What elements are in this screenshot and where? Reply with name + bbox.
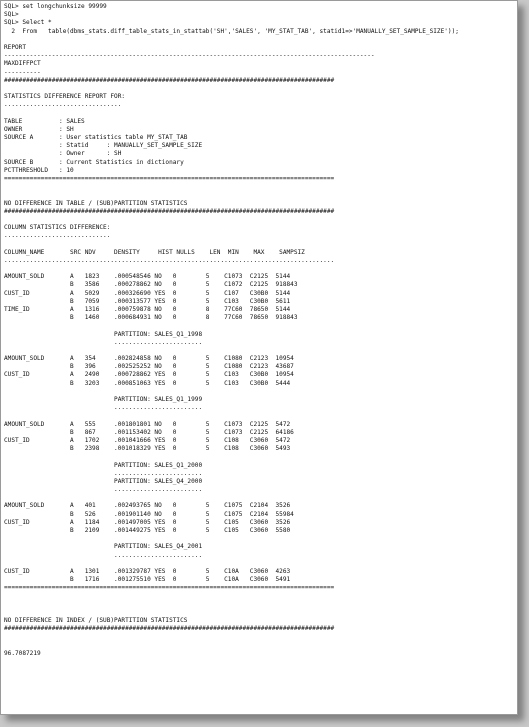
console-line: B 2398 .001018329 YES 0 5 C108 C3060 5493 <box>4 445 291 453</box>
console-line: PARTITION: SALES_Q4_2001 <box>4 543 203 551</box>
console-line: : Statid : MANUALLY_SET_SAMPLE_SIZE <box>4 142 203 150</box>
console-line: REPORT <box>4 43 27 51</box>
console-line <box>4 494 459 502</box>
console-line: B 1716 .001275510 YES 0 5 C10A C3060 5491 <box>4 576 291 584</box>
console-line: TIME_ID A 1316 .000759878 NO 0 8 77C60 78650 5144 <box>4 305 291 313</box>
console-line <box>4 36 459 44</box>
console-line <box>4 633 459 641</box>
console-line <box>4 593 459 601</box>
console-line <box>4 240 459 248</box>
console-line <box>4 535 459 543</box>
console-line: B 2109 .001449275 YES 0 5 C105 C3060 5580 <box>4 527 291 534</box>
console-line: 96.7087219 <box>4 649 41 657</box>
console-line <box>4 109 459 117</box>
console-line: B 396 .002525252 NO 0 5 C1080 C2123 43687 <box>4 363 294 371</box>
console-line <box>4 642 459 650</box>
console-line: MAXDIFFPCT <box>4 60 41 68</box>
console-line: B 3586 .000278862 NO 0 5 C1072 C2125 918843 <box>4 281 298 289</box>
console-line: SQL> Select * <box>4 19 52 27</box>
console-line: CUST_ID A 5029 .000326690 YES 0 5 C107 C30B0 5144 <box>4 289 291 297</box>
console-line: AMOUNT_SOLD A 354 .002824858 NO 0 5 C1080 C2123 10954 <box>4 355 294 363</box>
console-line: PARTITION: SALES_Q1_1999 <box>4 396 203 403</box>
console-line: NO DIFFERENCE IN INDEX / (SUB)PARTITION STATISTICS <box>4 617 188 625</box>
console-line: CUST_ID A 1301 .001329787 YES 0 5 C10A C3060 4263 <box>4 567 291 575</box>
console-line: SOURCE A : User statistics table MY_STAT_TAB <box>4 134 188 141</box>
console-line: B 867 .001153402 NO 0 5 C1073 C2125 64186 <box>4 428 294 436</box>
console-line <box>4 388 459 396</box>
console-line: AMOUNT_SOLD A 1823 .000548546 NO 0 5 C1073 C2125 5144 <box>4 273 291 281</box>
console-line: ---------- <box>4 68 41 76</box>
console-line: SQL> <box>4 11 19 19</box>
console-line: ----------------------------------------------------------------------------------------------------- <box>4 52 375 60</box>
console-line: CUST_ID A 1702 .001041666 YES 0 5 C108 C3060 5472 <box>4 436 291 444</box>
console-line: ........................ <box>4 551 203 559</box>
console-line: SOURCE B : Current Statistics in dictionary <box>4 158 184 166</box>
console-line: OWNER : SH <box>4 125 74 133</box>
console-line: ########################################################################################## <box>4 207 335 215</box>
console-line: STATISTICS DIFFERENCE REPORT FOR: <box>4 93 126 101</box>
console-output[interactable] <box>4 3 459 658</box>
console-line: B 7059 .000313577 YES 0 5 C103 C30B0 5611 <box>4 297 291 305</box>
console-line <box>4 85 459 93</box>
console-line: PARTITION: SALES_Q1_1998 <box>4 330 203 338</box>
console-line: AMOUNT_SOLD A 401 .002493765 NO 0 5 C1075 C2104 3526 <box>4 502 291 510</box>
console-line: 2 From table(dbms_stats.diff_table_stats_in_stattab('SH','SALES', 'MY_STAT_TAB', statid1=>'MANUALLY_SET_SAMPLE_SIZE')); <box>4 27 459 35</box>
console-line: : Owner : SH <box>4 150 122 158</box>
console-line: ........................ <box>4 404 203 412</box>
console-line: COLUMN STATISTICS DIFFERENCE: <box>4 224 111 232</box>
console-line: ........................ <box>4 469 203 477</box>
console-line <box>4 216 459 224</box>
console-line: SQL> set longchunksize 99999 <box>4 3 107 10</box>
console-line: ........................ <box>4 338 203 346</box>
console-line: PARTITION: SALES_Q1_2000 <box>4 461 203 469</box>
console-line: CUST_ID A 1184 .001497005 YES 0 5 C105 C3060 3526 <box>4 518 291 526</box>
console-line: PARTITION: SALES_Q4_2000 <box>4 477 203 485</box>
console-line <box>4 412 459 420</box>
console-line: COLUMN_NAME SRC NDV DENSITY HIST NULLS LEN MIN MAX SAMPSIZ <box>4 248 305 256</box>
console-line: ............................. <box>4 232 111 240</box>
console-line: .......................................................................................... <box>4 256 335 264</box>
console-line: B 1460 .000684931 NO 0 8 77C60 78650 918843 <box>4 314 298 322</box>
console-line <box>4 601 459 609</box>
console-line <box>4 322 459 330</box>
console-line <box>4 265 459 273</box>
console-line: ========================================================================================== <box>4 174 335 182</box>
console-line: ########################################################################################## <box>4 625 335 633</box>
console-line <box>4 191 459 199</box>
console-line: B 526 .001901140 NO 0 5 C1075 C2104 55984 <box>4 510 294 518</box>
console-line: AMOUNT_SOLD A 555 .001801801 NO 0 5 C1073 C2125 5472 <box>4 420 291 428</box>
console-line: ========================================================================================== <box>4 584 335 592</box>
console-line <box>4 183 459 191</box>
console-line: B 3203 .000851063 YES 0 5 C103 C30B0 5444 <box>4 379 291 387</box>
console-line: CUST_ID A 2490 .000728862 YES 0 5 C103 C30B0 10954 <box>4 371 294 379</box>
console-line <box>4 453 459 461</box>
console-line: ########################################################################################## <box>4 76 335 84</box>
console-line: PCTTHRESHOLD : 10 <box>4 166 74 174</box>
console-line: NO DIFFERENCE IN TABLE / (SUB)PARTITION STATISTICS <box>4 199 188 207</box>
console-line: ........................ <box>4 486 203 494</box>
console-line <box>4 609 459 617</box>
console-line: ................................ <box>4 101 122 109</box>
console-line <box>4 560 459 568</box>
console-line: TABLE : SALES <box>4 117 85 125</box>
console-line <box>4 347 459 355</box>
